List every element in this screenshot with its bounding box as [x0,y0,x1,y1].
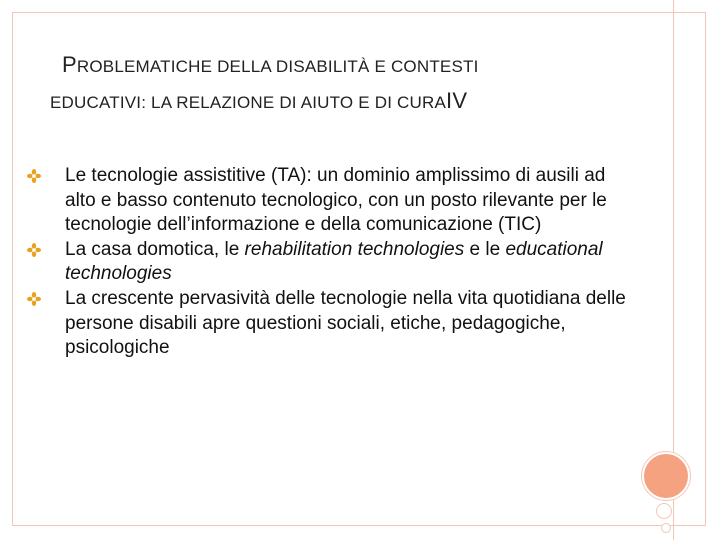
title-suffix: IV [446,88,468,113]
flower-icon [27,169,41,183]
bullet-item [27,238,627,287]
bullet-text: La casa domotica, le [65,238,245,260]
title-line-2 [50,88,610,114]
bullet-text: La crescente pervasività delle tecnologie nella vita quotidiana delle persone disabili apre questioni sociali, etiche, pedagogiche, psicologiche [65,287,626,359]
bullet-text: Le tecnologie assistitive (TA): un dominio amplissimo di ausili ad alto e basso contenuto tecnologico, con un posto rilevante per le tecnologie dell’informazione e della comunicazione (TIC) [65,165,607,236]
decorative-circle-small [656,503,672,519]
title-initial: P [62,52,77,77]
bullet-italic-term: rehabilitation technologies [244,238,465,260]
title-line-2-text: EDUCATIVI: LA RELAZIONE DI AIUTO E DI CURA [50,93,447,112]
decorative-circle-large [642,452,690,500]
title-line-1-text: ROBLEMATICHE DELLA DISABILITÀ E CONTESTI [76,57,479,76]
decorative-circle-tiny [661,523,671,533]
bullet-italic-term: educational technologies [65,238,603,285]
flower-icon [27,292,41,306]
bullet-item [27,287,627,361]
flower-icon [27,243,41,257]
bullet-text-connector: e le [464,238,506,260]
title-line-1 [50,52,610,78]
bullet-item [27,164,627,238]
bullet-list [27,164,627,361]
slide-title [50,52,610,114]
